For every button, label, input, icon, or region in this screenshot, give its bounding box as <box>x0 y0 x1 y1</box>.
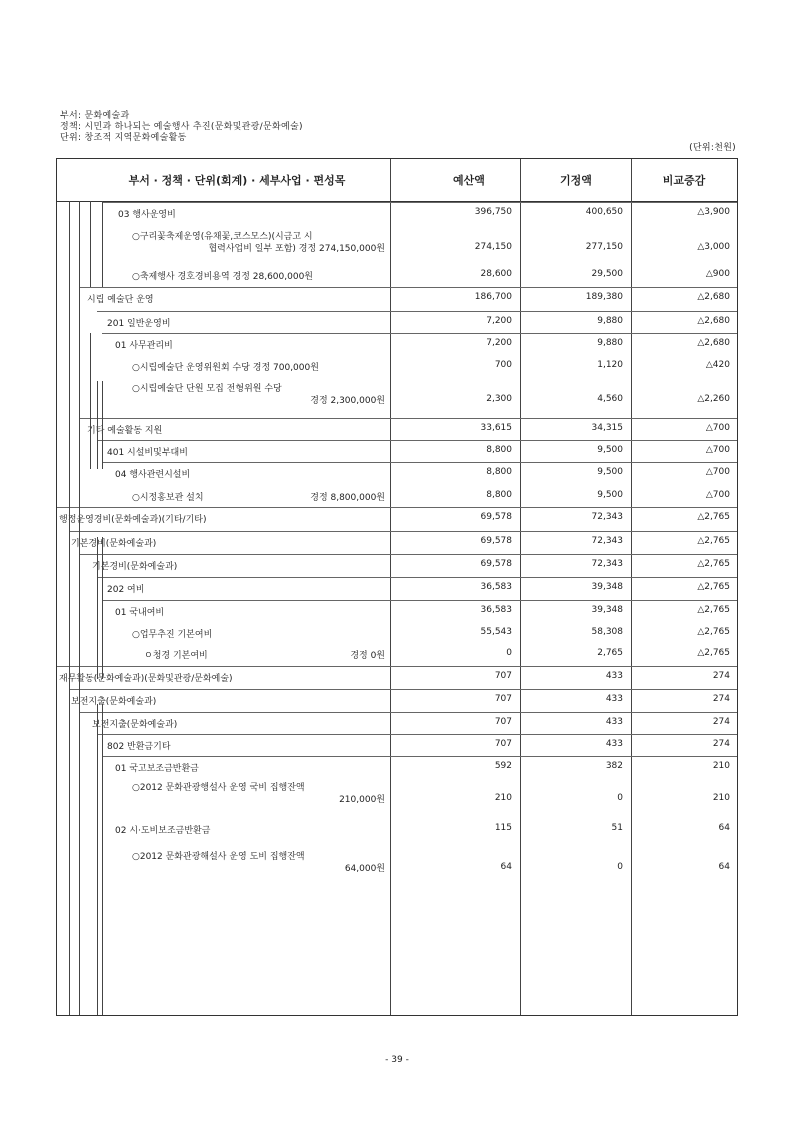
row-label: ○시립예술단 단원 모집 전형위원 수당 <box>132 384 282 394</box>
row-label: 401 시설비및부대비 <box>107 448 188 458</box>
cell-existing: 4,560 <box>597 394 623 404</box>
cell-diff: △3,900 <box>697 207 730 217</box>
header-program: 단위: 창조적 지역문화예술활동 <box>60 133 187 143</box>
cell-existing: 382 <box>605 761 623 771</box>
row-label: 01 사무관리비 <box>115 341 173 351</box>
row-label-continued: 210,000원 <box>339 795 385 805</box>
row-label: ○2012 문화관광해설사 운영 도비 집행잔액 <box>132 852 305 862</box>
cell-existing: 72,343 <box>591 559 623 569</box>
cell-budget: 2,300 <box>486 394 512 404</box>
cell-existing: 1,120 <box>597 360 623 370</box>
unit-label: (단위:천원) <box>689 143 736 153</box>
cell-existing: 72,343 <box>591 536 623 546</box>
row-label-continued: 64,000원 <box>344 864 385 874</box>
row-divider <box>79 554 737 555</box>
hierarchy-rail <box>102 201 103 287</box>
row-divider <box>102 202 737 203</box>
cell-existing: 72,343 <box>591 512 623 522</box>
cell-diff: 64 <box>718 862 730 872</box>
cell-budget: 8,800 <box>486 490 512 500</box>
cell-diff: △2,765 <box>697 559 730 569</box>
cell-budget: 64 <box>500 862 512 872</box>
cell-existing: 433 <box>605 671 623 681</box>
table-row <box>57 625 737 646</box>
hierarchy-rail <box>102 537 103 679</box>
cell-existing: 58,308 <box>591 627 623 637</box>
row-label: ○시정홍보관 설치 <box>132 493 204 503</box>
row-label: 04 행사관련시설비 <box>115 470 191 480</box>
row-label: 201 일반운영비 <box>107 319 171 329</box>
row-label: 01 국내여비 <box>115 608 165 618</box>
row-divider <box>102 333 737 334</box>
cell-diff: 210 <box>712 793 730 803</box>
row-divider <box>97 311 737 312</box>
cell-budget: 55,543 <box>480 627 512 637</box>
hierarchy-rail <box>69 704 70 1015</box>
table-row <box>57 205 737 227</box>
cell-diff: △2,765 <box>697 627 730 637</box>
cell-existing: 9,880 <box>597 316 623 326</box>
row-label: 보전지출(문화예술과) <box>92 720 178 730</box>
row-divider <box>69 531 737 532</box>
cell-diff: 64 <box>718 823 730 833</box>
hierarchy-rail <box>90 201 91 287</box>
hierarchy-rail <box>97 704 98 1015</box>
cell-budget: 210 <box>494 793 512 803</box>
cell-diff: △2,765 <box>697 648 730 658</box>
row-label: 보전지출(문화예술과) <box>71 697 157 707</box>
cell-diff: 274 <box>712 694 730 704</box>
table-row <box>57 603 737 625</box>
row-divider <box>97 577 737 578</box>
cell-diff: △700 <box>705 490 730 500</box>
cell-budget: 36,583 <box>480 605 512 615</box>
cell-diff: △2,680 <box>697 292 730 302</box>
row-label: ㅇ청경 기본여비 <box>144 651 208 661</box>
cell-diff: △700 <box>705 467 730 477</box>
row-label-note: 경정 8,800,000원 <box>310 493 385 503</box>
row-divider <box>102 600 737 601</box>
row-label: 01 국고보조금반환금 <box>115 764 199 774</box>
cell-budget: 707 <box>494 671 512 681</box>
row-label: 기타 예술활동 지원 <box>87 426 163 436</box>
budget-table <box>56 158 738 1016</box>
header-policy: 정책: 시민과 하나되는 예술행사 추진(문화및관광/문화예술) <box>60 122 303 132</box>
cell-existing: 433 <box>605 739 623 749</box>
row-divider <box>57 666 737 667</box>
cell-diff: △900 <box>705 269 730 279</box>
cell-existing: 34,315 <box>591 423 623 433</box>
table-row <box>57 847 737 887</box>
row-label: ○업무추진 기본여비 <box>132 630 213 640</box>
table-row <box>57 227 737 267</box>
row-divider <box>102 462 737 463</box>
cell-budget: 115 <box>494 823 512 833</box>
row-divider <box>79 287 737 288</box>
cell-diff: △700 <box>705 445 730 455</box>
cell-existing: 277,150 <box>585 242 623 252</box>
cell-budget: 8,800 <box>486 445 512 455</box>
row-label: ○구리꽃축제운영(유채꽃,코스모스)(시금고 시 <box>132 232 313 242</box>
cell-diff: △2,680 <box>697 338 730 348</box>
cell-budget: 592 <box>494 761 512 771</box>
cell-budget: 33,615 <box>480 423 512 433</box>
row-label: 802 반환금기타 <box>107 742 171 752</box>
cell-budget: 707 <box>494 739 512 749</box>
row-label: 03 행사운영비 <box>118 210 176 220</box>
row-label: ○시립예술단 운영위원회 수당 경정 700,000원 <box>132 363 319 373</box>
cell-existing: 9,880 <box>597 338 623 348</box>
cell-budget: 274,150 <box>474 242 512 252</box>
hierarchy-rail <box>69 537 70 679</box>
row-divider <box>102 756 737 757</box>
cell-existing: 29,500 <box>591 269 623 279</box>
cell-existing: 9,500 <box>597 467 623 477</box>
table-row <box>57 358 737 379</box>
cell-existing: 433 <box>605 694 623 704</box>
cell-budget: 28,600 <box>480 269 512 279</box>
row-label: ○축제행사 경호경비용역 경정 28,600,000원 <box>132 272 313 282</box>
cell-existing: 433 <box>605 717 623 727</box>
row-label: 재무활동(문화예술과)(문화및관광/문화예술) <box>59 674 233 684</box>
cell-existing: 9,500 <box>597 490 623 500</box>
cell-existing: 189,380 <box>585 292 623 302</box>
cell-diff: 274 <box>712 671 730 681</box>
cell-existing: 0 <box>617 862 623 872</box>
row-label: 202 여비 <box>107 585 145 595</box>
row-divider <box>69 689 737 690</box>
cell-budget: 707 <box>494 694 512 704</box>
row-label: 02 시·도비보조금반환금 <box>115 826 211 836</box>
table-row <box>57 821 737 847</box>
row-divider <box>97 734 737 735</box>
cell-budget: 8,800 <box>486 467 512 477</box>
row-label: 기본경비(문화예술과) <box>92 562 178 572</box>
row-label: 행정운영경비(문화예술과)(기타/기타) <box>59 515 207 525</box>
col-header-item: 부서 · 정책 · 단위(회계) · 세부사업 · 편성목 <box>128 174 346 187</box>
cell-budget: 69,578 <box>480 512 512 522</box>
cell-existing: 51 <box>611 823 623 833</box>
cell-budget: 707 <box>494 717 512 727</box>
cell-budget: 69,578 <box>480 536 512 546</box>
cell-diff: △2,765 <box>697 512 730 522</box>
row-label: 시립 예술단 운영 <box>87 295 154 305</box>
cell-existing: 400,650 <box>585 207 623 217</box>
hierarchy-rail <box>102 381 103 469</box>
table-row <box>57 465 737 488</box>
row-label-continued: 협력사업비 일부 포함) 경정 274,150,000원 <box>208 244 385 254</box>
col-header-budget: 예산액 <box>453 174 485 187</box>
cell-diff: △2,765 <box>697 582 730 592</box>
cell-existing: 39,348 <box>591 582 623 592</box>
row-divider <box>79 712 737 713</box>
cell-budget: 69,578 <box>480 559 512 569</box>
cell-diff: △2,260 <box>697 394 730 404</box>
hierarchy-rail <box>90 333 91 469</box>
cell-diff: △2,680 <box>697 316 730 326</box>
row-label: ○2012 문화관광행설사 운영 국비 집행잔액 <box>132 783 305 793</box>
cell-budget: 0 <box>506 648 512 658</box>
cell-diff: △420 <box>705 360 730 370</box>
cell-budget: 186,700 <box>474 292 512 302</box>
table-row <box>57 759 737 778</box>
page-number: - 39 - <box>385 1055 409 1065</box>
cell-diff: 274 <box>712 739 730 749</box>
cell-budget: 36,583 <box>480 582 512 592</box>
cell-diff: △700 <box>705 423 730 433</box>
cell-existing: 2,765 <box>597 648 623 658</box>
hierarchy-rail <box>97 537 98 679</box>
header-dept: 부서: 문화예술과 <box>60 111 130 121</box>
table-row <box>57 336 737 358</box>
cell-diff: 210 <box>712 761 730 771</box>
hierarchy-rail <box>97 381 98 469</box>
cell-budget: 7,200 <box>486 338 512 348</box>
cell-budget: 700 <box>494 360 512 370</box>
row-label-continued: 경정 2,300,000원 <box>310 396 385 406</box>
cell-diff: △2,765 <box>697 536 730 546</box>
hierarchy-rail <box>79 704 80 1015</box>
row-divider <box>79 418 737 419</box>
cell-diff: 274 <box>712 717 730 727</box>
row-divider <box>57 507 737 508</box>
cell-existing: 0 <box>617 793 623 803</box>
cell-diff: △2,765 <box>697 605 730 615</box>
table-row <box>57 379 737 421</box>
row-label: 기본경비(문화예술과) <box>71 539 157 549</box>
cell-existing: 9,500 <box>597 445 623 455</box>
table-header <box>57 159 737 202</box>
row-divider <box>97 440 737 441</box>
cell-budget: 7,200 <box>486 316 512 326</box>
cell-budget: 396,750 <box>474 207 512 217</box>
cell-diff: △3,000 <box>697 242 730 252</box>
table-row <box>57 778 737 821</box>
cell-existing: 39,348 <box>591 605 623 615</box>
hierarchy-rail <box>79 537 80 679</box>
col-header-diff: 비교증감 <box>662 174 706 187</box>
hierarchy-rail <box>102 704 103 1015</box>
row-label-note: 경정 0원 <box>350 651 385 661</box>
col-header-existing: 기정액 <box>560 174 592 187</box>
